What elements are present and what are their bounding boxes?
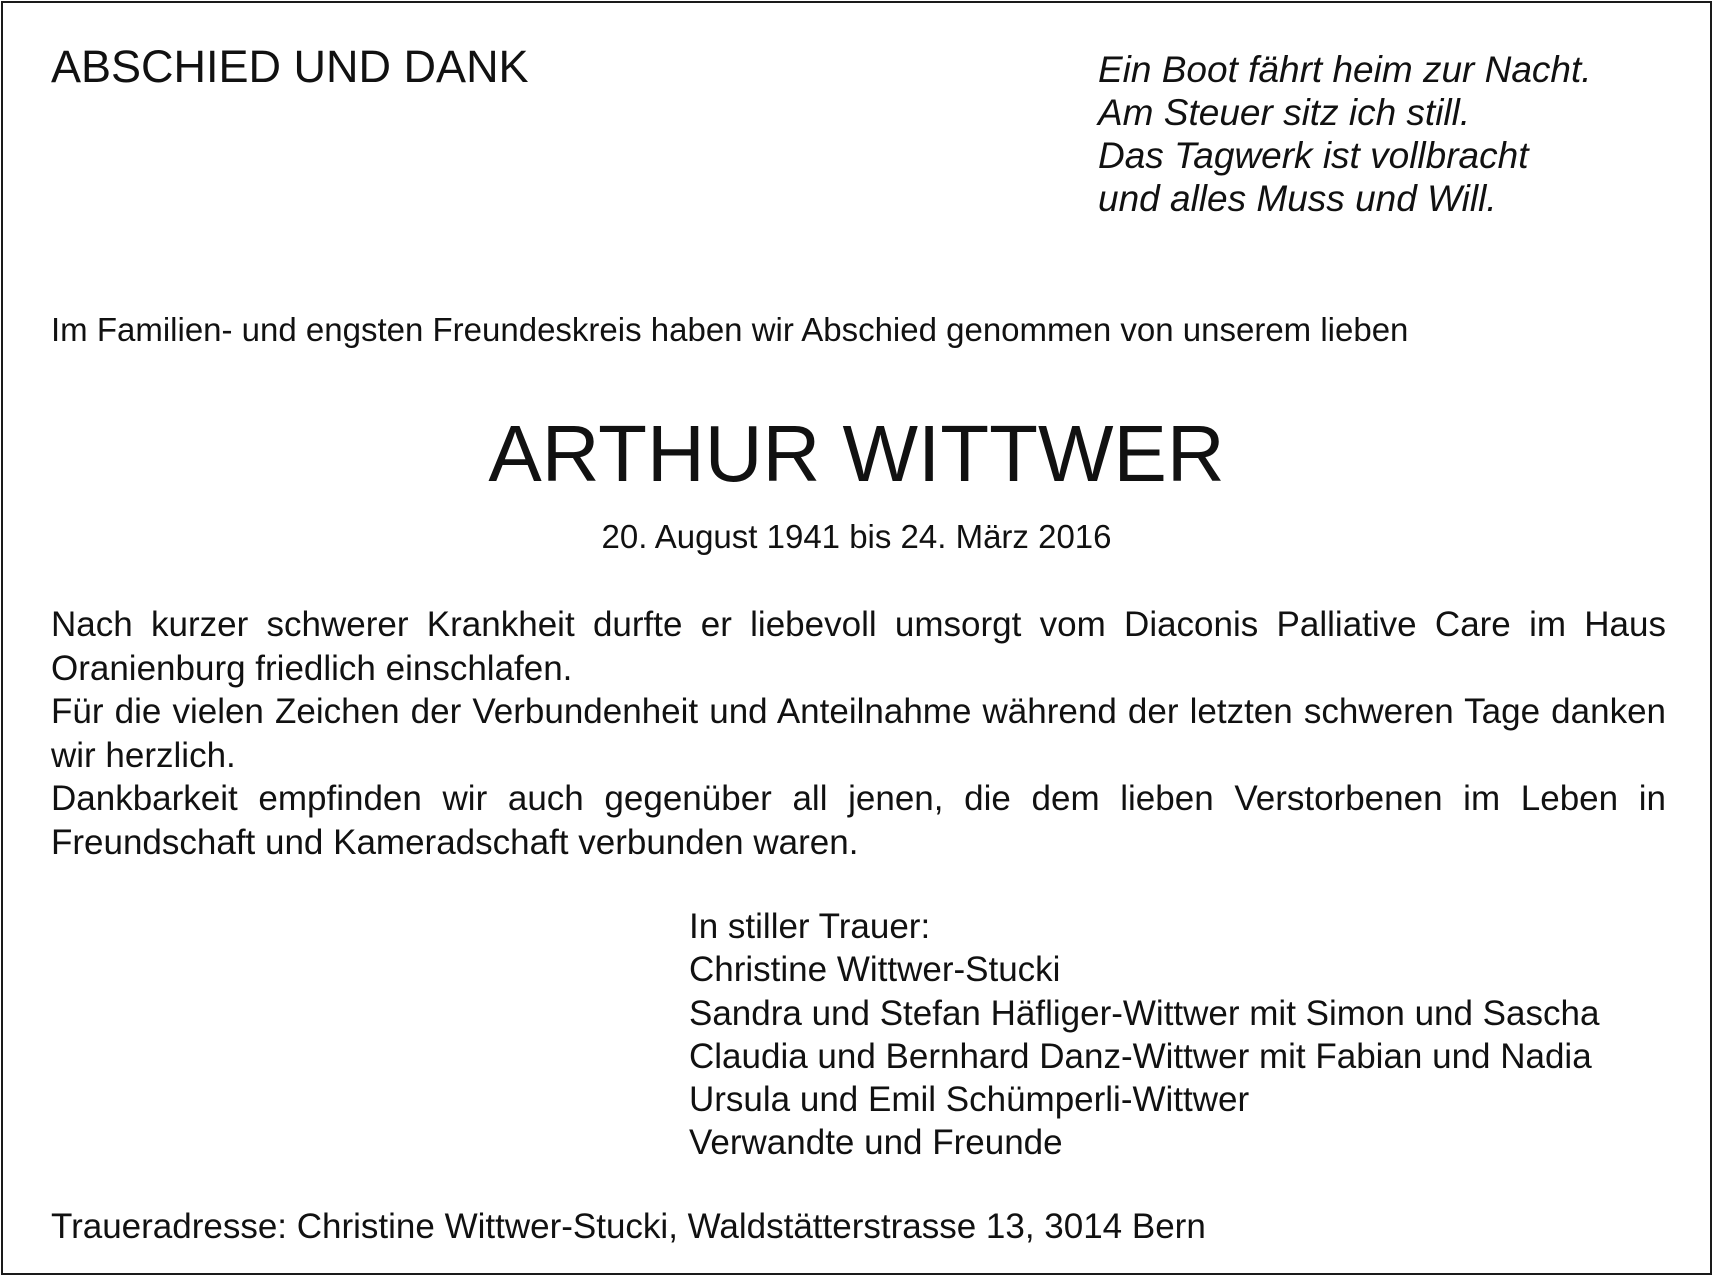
- deceased-name: ARTHUR WITTWER: [488, 409, 1225, 498]
- mourner-entry: Verwandte und Freunde: [689, 1123, 1063, 1163]
- notice-heading: ABSCHIED UND DANK: [51, 41, 529, 92]
- body-paragraph: Dankbarkeit empfinden wir auch gegenüber all jenen, die dem lieben Verstorbenen im Leben in Freundschaft und Kameradschaft verbunden waren.: [51, 779, 1666, 862]
- obituary-card: [1, 1, 1712, 1275]
- body-paragraph: Für die vielen Zeichen der Verbundenheit und Anteilnahme während der letzten schweren Tage danken wir herzlich.: [51, 692, 1666, 775]
- body-text: [51, 603, 1666, 864]
- mourner-entry: Sandra und Stefan Häfliger-Wittwer mit Simon und Sascha: [689, 993, 1600, 1033]
- body-paragraph: Nach kurzer schwerer Krankheit durfte er liebevoll umsorgt vom Diaconis Palliative Care im Haus Oranienburg friedlich einschlafen.: [51, 605, 1666, 688]
- poem-line: Ein Boot fährt heim zur Nacht.: [1098, 49, 1592, 90]
- poem-line: und alles Muss und Will.: [1098, 178, 1497, 219]
- poem-line: Am Steuer sitz ich still.: [1098, 92, 1471, 133]
- mourners-list: [689, 905, 1599, 1165]
- mourner-entry: Claudia und Bernhard Danz-Wittwer mit Fabian und Nadia: [689, 1036, 1592, 1076]
- life-dates: 20. August 1941 bis 24. März 2016: [601, 518, 1112, 555]
- mourning-address: Traueradresse: Christine Wittwer-Stucki, Waldstätterstrasse 13, 3014 Bern: [51, 1207, 1206, 1246]
- poem: [1098, 48, 1592, 220]
- mourner-entry: Christine Wittwer-Stucki: [689, 950, 1061, 990]
- intro-text: Im Familien- und engsten Freundeskreis haben wir Abschied genommen von unserem lieben: [51, 311, 1409, 348]
- mourner-entry: Ursula und Emil Schümperli-Wittwer: [689, 1080, 1250, 1120]
- poem-line: Das Tagwerk ist vollbracht: [1098, 135, 1529, 176]
- mourners-heading: In stiller Trauer:: [689, 907, 931, 946]
